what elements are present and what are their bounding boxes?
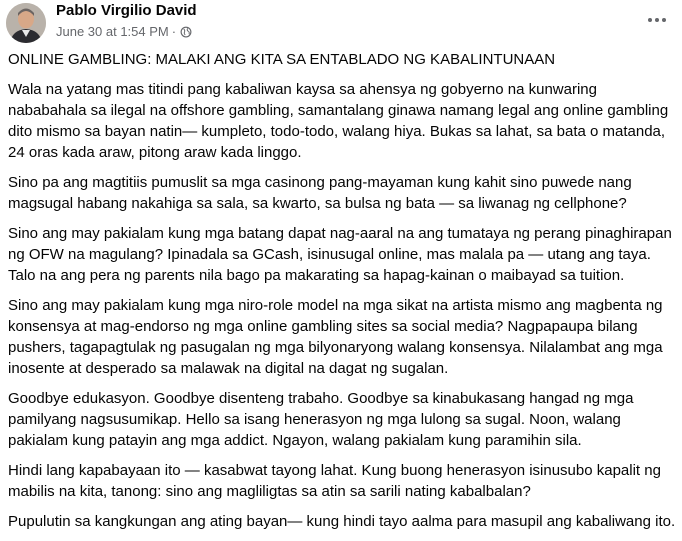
author-name[interactable]: Pablo Virgilio David — [56, 2, 197, 19]
post-paragraph: Sino ang may pakialam kung mga batang dapat nag-aaral na ang tumataya ng perang pinaghirapan ng OFW na magulang? Ipinadala sa GCash, isinusugal online, mas malala pa — utang ang taya. Talo na ang pera ng parents nila bago pa makarating sa hapag-kainan o maibayad sa tuition. — [8, 225, 672, 284]
post-title: ONLINE GAMBLING: MALAKI ANG KITA SA ENTABLADO NG KABALINTUNAAN — [8, 51, 556, 68]
more-options-icon[interactable] — [642, 8, 672, 32]
post-paragraph: Hindi lang kapabayaan ito — kasabwat tayong lahat. Kung buong henerasyon isinusubo kapalit ng mabilis na kita, tanong: sino ang magliligtas sa atin sa sarili nating kabalbalan? — [8, 462, 661, 500]
globe-icon — [180, 26, 192, 38]
post-header — [0, 0, 682, 44]
post-body — [8, 49, 676, 541]
post-paragraph: Sino pa ang magtitiis pumuslit sa mga casinong pang-mayaman kung kahit sino puwede nang magsugal habang nakahiga sa sala, sa kwarto, sa bulsa ng bata — sa liwanag ng cellphone? — [8, 174, 632, 212]
post-paragraph: Wala na yatang mas titindi pang kabaliwan kaysa sa ahensya ng gobyerno na kunwaring nababahala sa ilegal na offshore gambling, samantalang ginawa namang legal ang online gambling dito mismo sa bayan natin— kumpleto, todo-todo, walang hiya. Bukas sa lahat, sa bata o matanda, 24 oras kada araw, pitong araw kada linggo. — [8, 81, 669, 161]
more-dot — [662, 18, 666, 22]
avatar-portrait — [6, 3, 46, 43]
avatar[interactable] — [6, 3, 46, 43]
post-paragraph: Pupulutin sa kangkungan ang ating bayan— kung hindi tayo aalma para masupil ang kabaliwang ito. — [8, 513, 676, 530]
meta-separator: · — [171, 24, 177, 39]
more-dot — [648, 18, 652, 22]
more-dot — [655, 18, 659, 22]
post-paragraph: Goodbye edukasyon. Goodbye disenteng trabaho. Goodbye sa kinabukasang hangad ng mga pamilyang nagsusumikap. Hello sa isang henerasyon ng mga lulong sa sugal. Noon, walang pakialam kung patayin ang mga addict. Ngayon, walang pakialam kung paramihin sila. — [8, 390, 634, 449]
post-timestamp[interactable]: June 30 at 1:54 PM — [56, 24, 169, 39]
post-meta — [56, 24, 192, 39]
post-paragraph: Sino ang may pakialam kung mga niro-role model na mga sikat na artista mismo ang magbenta ng konsensya at mag-endorso ng mga online gambling sites sa social media? Nagpapaupa bilang pushers, tagapagtulak ng pasugalan ng mga bilyonaryong walang konsensya. Nilalambat ang mga inosente at desperado sa malawak na digital na dagat ng sugalan. — [8, 297, 663, 377]
